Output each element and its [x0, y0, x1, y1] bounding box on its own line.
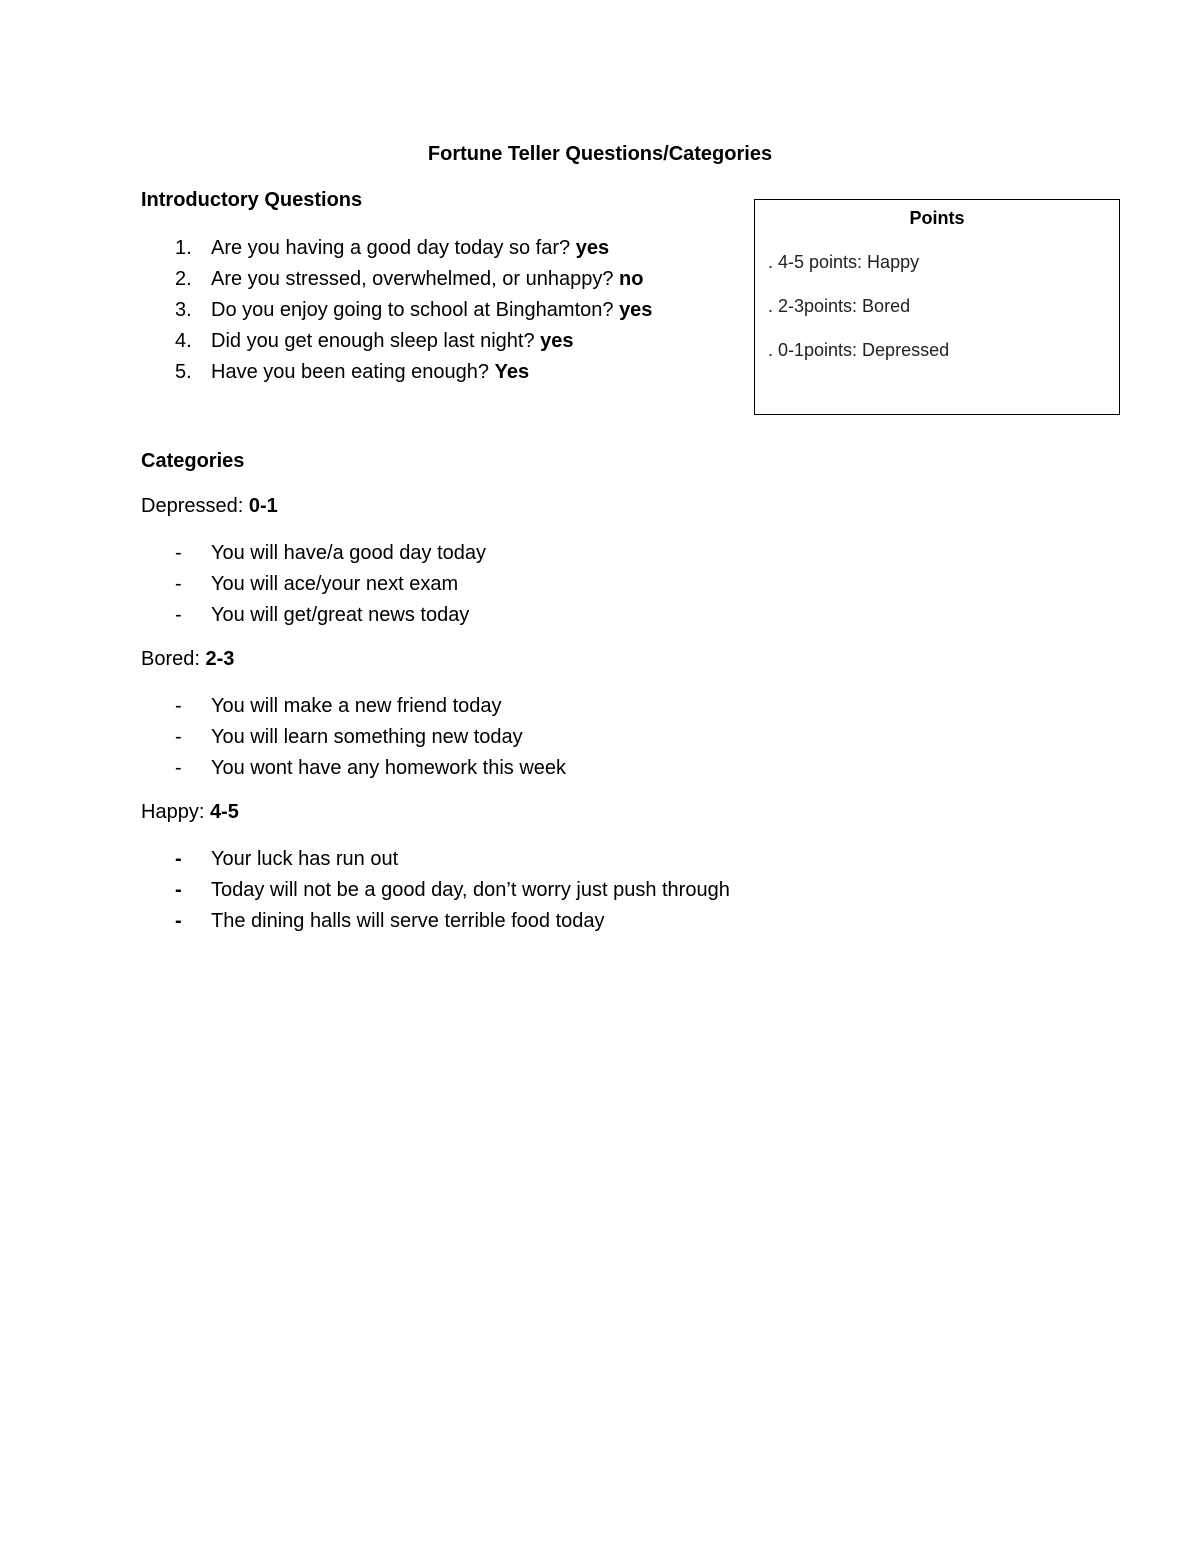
- intro-heading: Introductory Questions: [141, 189, 363, 211]
- fortune-text: The dining halls will serve terrible food today: [211, 910, 605, 932]
- fortune-item: [141, 539, 486, 570]
- category-label: Depressed:: [141, 495, 249, 517]
- category-label: Happy:: [141, 801, 210, 823]
- category-range: 2-3: [205, 648, 235, 670]
- fortune-list-happy: [141, 845, 730, 938]
- question-text: Have you been eating enough?: [211, 361, 490, 383]
- fortune-item: [141, 601, 486, 632]
- question-item: [141, 327, 652, 358]
- points-box: [754, 199, 1120, 415]
- question-item: [141, 296, 652, 327]
- bullet-dash: -: [175, 726, 182, 748]
- question-item: [141, 265, 652, 296]
- question-answer: yes: [619, 299, 653, 321]
- question-list: [141, 234, 652, 389]
- bullet-dash: -: [175, 910, 182, 932]
- categories-heading: Categories: [141, 450, 245, 472]
- category-heading-depressed: [141, 495, 278, 518]
- question-number: 3.: [175, 299, 192, 321]
- fortune-text: Today will not be a good day, don’t worry just push through: [211, 879, 730, 901]
- fortune-text: You will ace/your next exam: [211, 573, 459, 595]
- bullet-dash: -: [175, 604, 182, 626]
- question-text: Did you get enough sleep last night?: [211, 330, 535, 352]
- category-range: 4-5: [209, 801, 239, 823]
- page-title: Fortune Teller Questions/Categories: [427, 143, 773, 165]
- fortune-text: You will get/great news today: [211, 604, 470, 626]
- points-row-depressed: . 0-1points: Depressed: [768, 340, 950, 360]
- points-title: Points: [909, 208, 965, 228]
- question-text: Do you enjoy going to school at Binghamton?: [211, 299, 614, 321]
- question-number: 1.: [175, 237, 192, 259]
- category-heading-bored: [141, 648, 234, 671]
- fortune-text: You will make a new friend today: [211, 695, 502, 717]
- fortune-item: [141, 845, 730, 876]
- question-answer: yes: [540, 330, 574, 352]
- question-item: [141, 358, 652, 389]
- fortune-item: [141, 692, 566, 723]
- bullet-dash: -: [175, 879, 182, 901]
- fortune-list-depressed: [141, 539, 486, 632]
- question-number: 5.: [175, 361, 192, 383]
- bullet-dash: -: [175, 757, 182, 779]
- fortune-item: [141, 876, 730, 907]
- bullet-dash: -: [175, 848, 182, 870]
- question-text: Are you having a good day today so far?: [211, 237, 571, 259]
- fortune-item: [141, 754, 566, 785]
- points-row-happy: . 4-5 points: Happy: [768, 252, 920, 272]
- fortune-text: Your luck has run out: [211, 848, 399, 870]
- fortune-text: You wont have any homework this week: [211, 757, 567, 779]
- points-row-bored: . 2-3points: Bored: [768, 296, 911, 316]
- fortune-item: [141, 907, 730, 938]
- question-answer: no: [619, 268, 644, 290]
- category-heading-happy: [141, 801, 239, 824]
- fortune-list-bored: [141, 692, 566, 785]
- fortune-text: You will learn something new today: [211, 726, 523, 748]
- question-text: Are you stressed, overwhelmed, or unhappy?: [211, 268, 614, 290]
- bullet-dash: -: [175, 542, 182, 564]
- question-item: [141, 234, 652, 265]
- question-number: 2.: [175, 268, 192, 290]
- category-range: 0-1: [248, 495, 278, 517]
- question-answer: yes: [575, 237, 610, 259]
- fortune-item: [141, 723, 566, 754]
- fortune-item: [141, 570, 486, 601]
- bullet-dash: -: [175, 573, 182, 595]
- question-number: 4.: [175, 330, 192, 352]
- fortune-text: You will have/a good day today: [211, 542, 487, 564]
- question-answer: Yes: [494, 361, 530, 383]
- category-label: Bored:: [141, 648, 206, 670]
- bullet-dash: -: [175, 695, 182, 717]
